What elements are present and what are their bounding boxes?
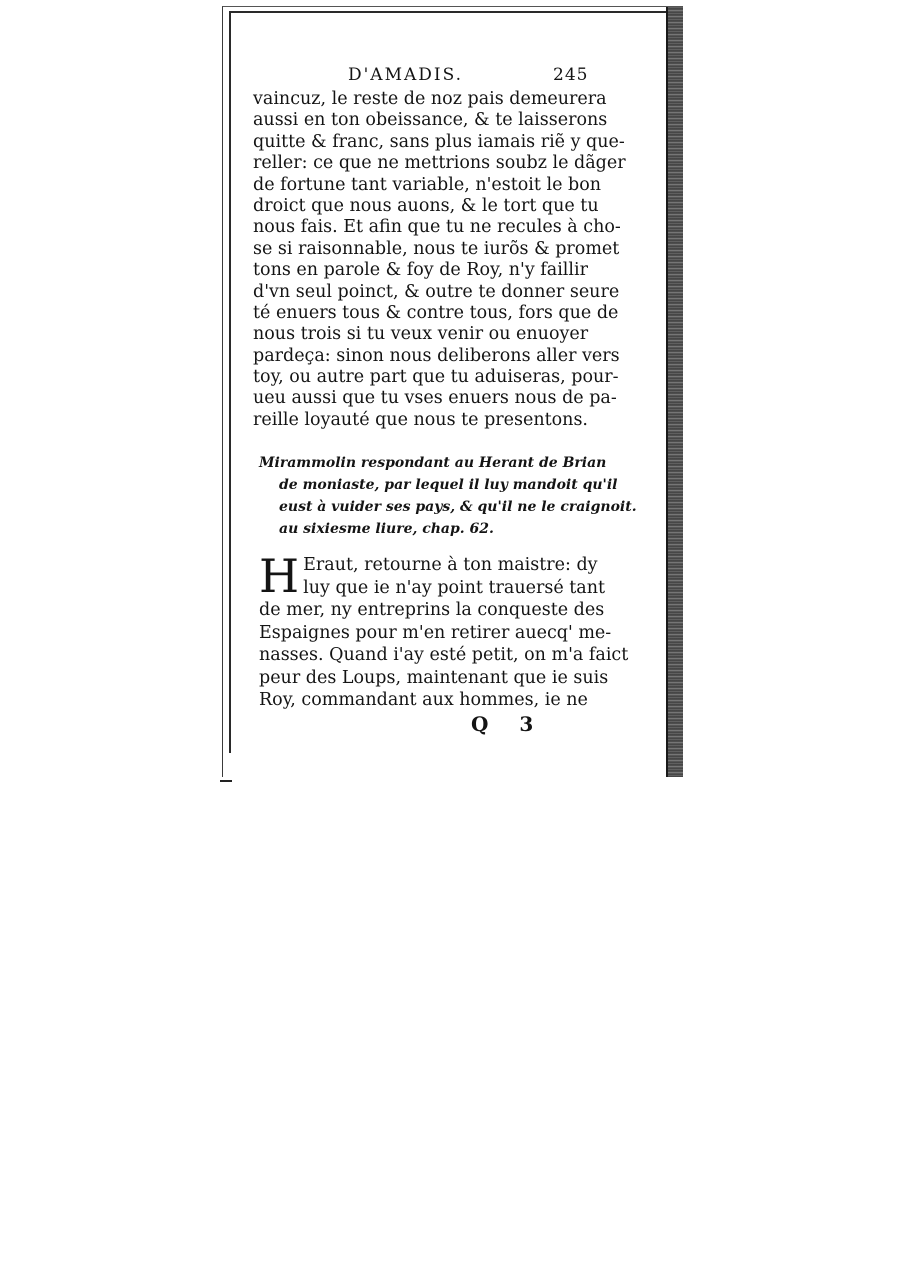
page-number: 245 [553,65,589,85]
text-line: Roy, commandant aux hommes, ie ne [259,690,588,710]
text-line: vaincuz, le reste de noz pais demeurera [253,89,607,109]
text-line: Eraut, retourne à ton maistre: dy [303,555,598,575]
rubric-line: au sixiesme liure, chap. 62. [279,521,494,537]
text-line: ueu aussi que tu vses enuers nous de pa- [253,388,617,409]
text-line: nous fais. Et afin que tu ne recules à cho- [253,217,621,238]
text-line: se si raisonnable, nous te iurõs & promet [253,238,620,259]
running-head-title: D'AMADIS. [348,65,464,85]
running-head [223,65,683,89]
text-line: de fortune tant variable, n'estoit le bon [253,174,602,195]
text-line: de mer, ny entreprins la conqueste des [259,600,605,620]
gutter-shadow-top [229,11,669,13]
gutter-shadow [229,13,231,753]
scan-artifact [220,780,232,782]
paragraph-continued [253,89,626,431]
rubric-line: de moniaste, par lequel il luy mandoit qu'il [279,477,618,493]
text-line: nous trois si tu veux venir ou enuoyer [253,324,589,345]
text-line: droict que nous auons, & le tort que tu [253,195,599,216]
book-page [222,6,683,777]
text-line: reller: ce que ne mettrions soubz le dãger [253,153,626,174]
text-line: Espaignes pour m'en retirer auecq' me- [259,622,612,643]
text-line: luy que ie n'ay point trauersé tant [303,577,606,598]
text-line: té enuers tous & contre tous, fors que de [253,302,619,323]
text-line: quitte & franc, sans plus iamais riẽ y que- [253,131,625,152]
rubric-line: eust à vuider ses pays, & qu'il ne le craignoit. [279,499,637,515]
rubric-line: Mirammolin respondant au Herant de Brian [259,455,607,471]
text-line: nasses. Quand i'ay esté petit, on m'a faict [259,645,629,665]
text-line: peur des Loups, maintenant que ie suis [259,667,609,688]
text-line: d'vn seul poinct, & outre te donner seure [253,281,620,302]
text-line: aussi en ton obeissance, & te laisserons [253,110,608,131]
page-edge [666,7,683,777]
paragraph-new [259,549,629,712]
text-line: toy, ou autre part que tu aduiseras, pour- [253,367,619,388]
text-line: tons en parole & foy de Roy, n'y faillir [253,260,588,281]
drop-cap: H [259,549,300,603]
text-line: reille loyauté que nous te presentons. [253,409,588,430]
section-rubric [259,452,637,540]
signature-mark: Q 3 [471,712,546,736]
text-line: pardeça: sinon nous deliberons aller vers [253,345,620,366]
